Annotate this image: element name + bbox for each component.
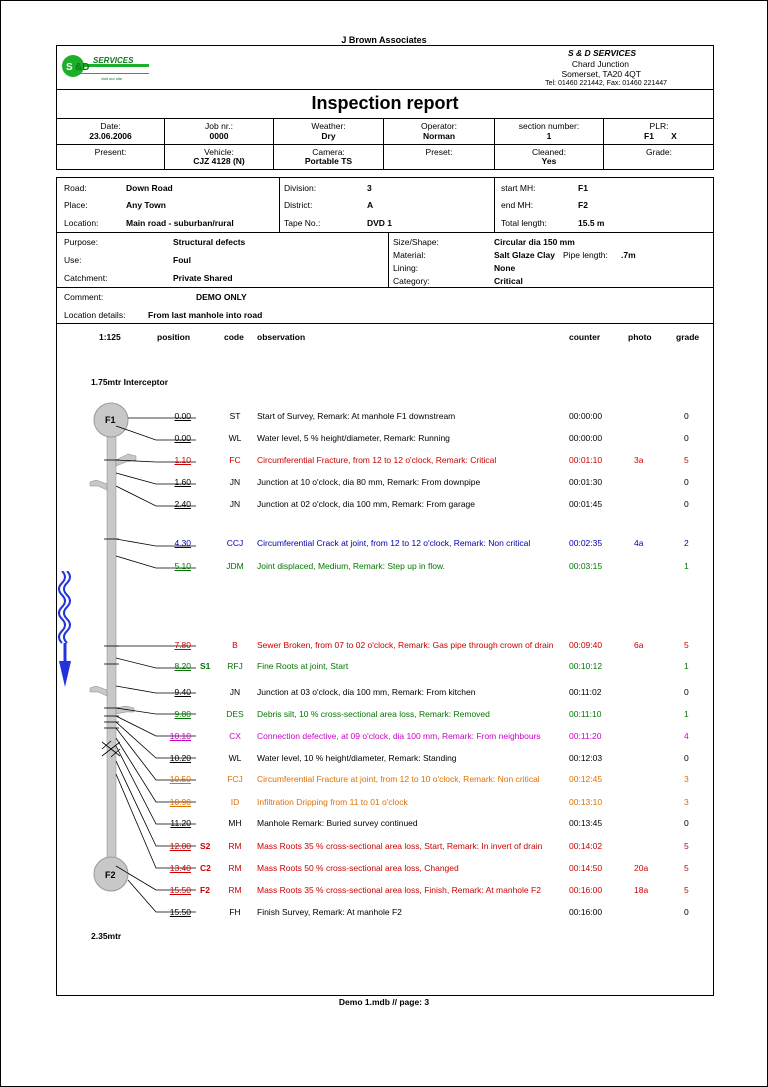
place-value: Any Town (126, 200, 166, 210)
row-counter: 00:01:45 (569, 499, 603, 509)
row-counter: 00:12:03 (569, 753, 603, 763)
row-grade: 5 (684, 841, 689, 851)
service-name: S & D SERVICES (567, 48, 636, 58)
row-grade: 0 (684, 477, 689, 487)
row-grade: 3 (684, 774, 689, 784)
col-counter: counter (569, 332, 601, 342)
row-position: 11.20 (170, 818, 191, 828)
camera-value: Portable TS (304, 156, 353, 166)
catchment-label: Catchment: (64, 273, 108, 283)
section-value: 1 (546, 131, 552, 141)
camera-label: Camera: (312, 147, 345, 157)
row-photo: 20a (634, 863, 649, 873)
row-photo: 4a (634, 538, 644, 548)
address-line-2: Somerset, TA20 4QT (561, 69, 641, 79)
weather-label: Weather: (311, 121, 346, 131)
endmh-label: end MH: (501, 200, 534, 210)
top-note: 1.75mtr Interceptor (91, 377, 168, 387)
company-name: J Brown Associates (341, 35, 427, 45)
location-details-label: Location details: (64, 310, 126, 320)
row-position: 0.00 (174, 433, 191, 443)
row-grade: 1 (684, 709, 689, 719)
row-counter: 00:16:00 (569, 907, 603, 917)
row-observation: Water level, 10 % height/diameter, Remark: Standing (257, 753, 457, 763)
company-logo (61, 51, 151, 83)
row-grade: 3 (684, 797, 689, 807)
row-position: 10.10 (169, 731, 191, 741)
row-position: 10.20 (169, 753, 191, 763)
scale-label: 1:125 (99, 332, 121, 342)
row-code: WL (228, 433, 242, 443)
date-label: Date: (100, 121, 121, 131)
use-label: Use: (64, 255, 82, 265)
row-counter: 00:00:00 (569, 411, 603, 421)
mh-start-label: F1 (105, 415, 116, 425)
row-position: 7.80 (174, 640, 191, 650)
row-code: RFJ (227, 661, 243, 671)
cleaned-value: Yes (541, 156, 557, 166)
row-position: 15.50 (169, 885, 191, 895)
row-counter: 00:14:02 (569, 841, 603, 851)
row-counter: 00:11:10 (569, 709, 602, 719)
row-observation: Mass Roots 35 % cross-sectional area loss, Finish, Remark: At manhole F2 (257, 885, 541, 895)
job-label: Job nr.: (205, 121, 233, 131)
tape-label: Tape No.: (284, 218, 321, 228)
lining-label: Lining: (393, 263, 419, 273)
col-observation: observation (257, 332, 306, 342)
startmh-value: F1 (578, 183, 588, 193)
row-observation: Fine Roots at joint, Start (257, 661, 349, 671)
row-code: FCJ (227, 774, 243, 784)
vehicle-value: CJZ 4128 (N) (193, 156, 245, 166)
plr-value: F1 (644, 131, 654, 141)
row-observation: Connection defective, at 09 o'clock, dia 100 mm, Remark: From neighbours (257, 731, 541, 741)
row-grade: 2 (684, 538, 689, 548)
row-observation: Manhole Remark: Buried survey continued (257, 818, 418, 828)
row-observation: Mass Roots 35 % cross-sectional area loss, Start, Remark: In invert of drain (257, 841, 543, 851)
row-code: DES (226, 709, 244, 719)
address-line-1: Chard Junction (571, 59, 629, 69)
location-label: Location: (64, 218, 99, 228)
division-label: Division: (284, 183, 317, 193)
endmh-value: F2 (578, 200, 588, 210)
row-grade: 0 (684, 907, 689, 917)
col-grade: grade (676, 332, 700, 342)
district-value: A (367, 200, 374, 210)
row-code: JN (229, 499, 241, 509)
location-value: Main road - suburban/rural (126, 218, 234, 228)
row-code: ST (229, 411, 241, 421)
row-marker: S1 (200, 661, 211, 671)
use-value: Foul (173, 255, 191, 265)
purpose-value: Structural defects (173, 237, 246, 247)
date-value: 23.06.2006 (89, 131, 132, 141)
row-observation: Debris silt, 10 % cross-sectional area loss, Remark: Removed (257, 709, 490, 719)
row-counter: 00:02:35 (569, 538, 603, 548)
row-position: 2.40 (174, 499, 191, 509)
row-code: WL (228, 753, 242, 763)
col-code: code (224, 332, 244, 342)
row-code: FH (229, 907, 241, 917)
row-observation: Joint displaced, Medium, Remark: Step up in flow. (257, 561, 446, 571)
bottom-note: 2.35mtr (91, 931, 122, 941)
weather-value: Dry (321, 131, 336, 141)
length-label: Total length: (501, 218, 547, 228)
row-position: 13.40 (169, 863, 191, 873)
flow-direction-icon (57, 571, 73, 689)
row-counter: 00:14:50 (569, 863, 603, 873)
row-observation: Circumferential Fracture at joint, from 12 to 10 o'clock, Remark: Non critical (257, 774, 540, 784)
svg-text:&D: &D (75, 62, 90, 73)
row-code: ID (230, 797, 240, 807)
row-photo: 18a (634, 885, 649, 895)
row-counter: 00:13:10 (569, 797, 603, 807)
row-code: RM (228, 863, 242, 873)
present-label: Present: (94, 147, 127, 157)
row-observation: Sewer Broken, from 07 to 02 o'clock, Remark: Gas pipe through crown of drain (257, 640, 554, 650)
material-value: Salt Glaze Clay (494, 250, 555, 260)
row-code: JN (229, 477, 241, 487)
row-grade: 0 (684, 753, 689, 763)
catchment-value: Private Shared (173, 273, 233, 283)
row-counter: 00:12:45 (569, 774, 603, 784)
row-observation: Mass Roots 50 % cross-sectional area loss, Changed (257, 863, 459, 873)
row-marker: S2 (200, 841, 211, 851)
vehicle-label: Vehicle: (204, 147, 234, 157)
size-label: Size/Shape: (393, 237, 439, 247)
comment-value: DEMO ONLY (196, 292, 247, 302)
plr-value-2: X (671, 131, 677, 141)
row-observation: Infiltration Dripping from 11 to 01 o'clock (257, 797, 408, 807)
row-position: 5.10 (174, 561, 191, 571)
row-grade: 5 (684, 885, 689, 895)
row-grade: 0 (684, 687, 689, 697)
row-position: 10.50 (169, 774, 191, 784)
row-observation: Finish Survey, Remark: At manhole F2 (257, 907, 402, 917)
road-label: Road: (64, 183, 87, 193)
row-counter: 00:09:40 (569, 640, 603, 650)
row-grade: 4 (684, 731, 689, 741)
comment-label: Comment: (64, 292, 104, 302)
row-code: RM (228, 885, 242, 895)
row-code: CCJ (226, 538, 244, 548)
row-observation: Circumferential Crack at joint, from 12 to 12 o'clock, Remark: Non critical (257, 538, 531, 548)
phone: Tel: 01460 221442, Fax: 01460 221447 (545, 80, 667, 87)
row-observation: Circumferential Fracture, from 12 to 12 o'clock, Remark: Critical (257, 455, 497, 465)
row-code: FC (229, 455, 241, 465)
cleaned-label: Cleaned: (531, 147, 567, 157)
job-value: 0000 (209, 131, 229, 141)
row-observation: Start of Survey, Remark: At manhole F1 downstream (257, 411, 456, 421)
length-value: 15.5 m (578, 218, 605, 228)
row-counter: 00:01:30 (569, 477, 603, 487)
row-counter: 00:11:02 (569, 687, 602, 697)
col-photo: photo (628, 332, 652, 342)
row-observation: Water level, 5 % height/diameter, Remark: Running (257, 433, 450, 443)
row-code: CX (229, 731, 241, 741)
row-observation: Junction at 02 o'clock, dia 100 mm, Remark: From garage (257, 499, 475, 509)
grade-label: Grade: (646, 147, 672, 157)
row-marker: F2 (200, 885, 210, 895)
row-photo: 3a (634, 455, 644, 465)
row-counter: 00:03:15 (569, 561, 603, 571)
row-counter: 00:16:00 (569, 885, 603, 895)
startmh-label: start MH: (501, 183, 536, 193)
row-marker: C2 (200, 863, 211, 873)
svg-text:S: S (66, 62, 73, 73)
row-counter: 00:01:10 (569, 455, 603, 465)
location-details-value: From last manhole into road (148, 310, 263, 320)
row-observation: Junction at 03 o'clock, dia 100 mm, Remark: From kitchen (257, 687, 476, 697)
row-code: JN (229, 687, 241, 697)
mh-end-label: F2 (105, 870, 116, 880)
svg-text:visit our site: visit our site (101, 76, 123, 81)
row-position: 1.10 (174, 455, 191, 465)
row-code: B (232, 640, 238, 650)
lining-value: None (494, 263, 516, 273)
row-position: 9.40 (174, 687, 191, 697)
row-photo: 6a (634, 640, 644, 650)
district-label: District: (284, 200, 313, 210)
row-code: RM (228, 841, 242, 851)
row-position: 1.60 (174, 477, 191, 487)
material-label: Material: (393, 250, 426, 260)
row-observation: Junction at 10 o'clock, dia 80 mm, Remark: From downpipe (257, 477, 481, 487)
row-position: 12.00 (169, 841, 191, 851)
row-position: 0.00 (174, 411, 191, 421)
plr-label: PLR: (649, 121, 669, 131)
row-position: 10.90 (169, 797, 191, 807)
operator-label: Operator: (421, 121, 457, 131)
row-position: 15.50 (169, 907, 191, 917)
row-counter: 00:10:12 (569, 661, 603, 671)
division-value: 3 (367, 183, 372, 193)
row-grade: 5 (684, 455, 689, 465)
purpose-label: Purpose: (64, 237, 99, 247)
category-value: Critical (494, 276, 523, 286)
row-position: 9.80 (174, 709, 191, 719)
footer: Demo 1.mdb // page: 3 (338, 997, 430, 1007)
section-label: section number: (518, 121, 580, 131)
row-counter: 00:00:00 (569, 433, 603, 443)
row-position: 4.30 (174, 538, 191, 548)
svg-text:SERVICES: SERVICES (93, 56, 134, 65)
place-label: Place: (64, 200, 88, 210)
row-grade: 5 (684, 640, 689, 650)
pipelen-value: .7m (621, 250, 636, 260)
road-value: Down Road (126, 183, 173, 193)
col-position: position (157, 332, 191, 342)
row-grade: 0 (684, 433, 689, 443)
preset-label: Preset: (425, 147, 453, 157)
row-grade: 1 (684, 561, 689, 571)
operator-value: Norman (422, 131, 456, 141)
row-counter: 00:13:45 (569, 818, 603, 828)
size-value: Circular dia 150 mm (494, 237, 575, 247)
row-position: 8.20 (174, 661, 191, 671)
row-code: MH (228, 818, 242, 828)
row-grade: 5 (684, 863, 689, 873)
row-code: JDM (226, 561, 244, 571)
row-grade: 0 (684, 499, 689, 509)
category-label: Category: (393, 276, 430, 286)
row-grade: 0 (684, 411, 689, 421)
row-grade: 0 (684, 818, 689, 828)
pipelen-label: Pipe length: (563, 250, 608, 260)
page-title: Inspection report (311, 93, 459, 113)
row-grade: 1 (684, 661, 689, 671)
row-counter: 00:11:20 (569, 731, 602, 741)
tape-value: DVD 1 (367, 218, 393, 228)
